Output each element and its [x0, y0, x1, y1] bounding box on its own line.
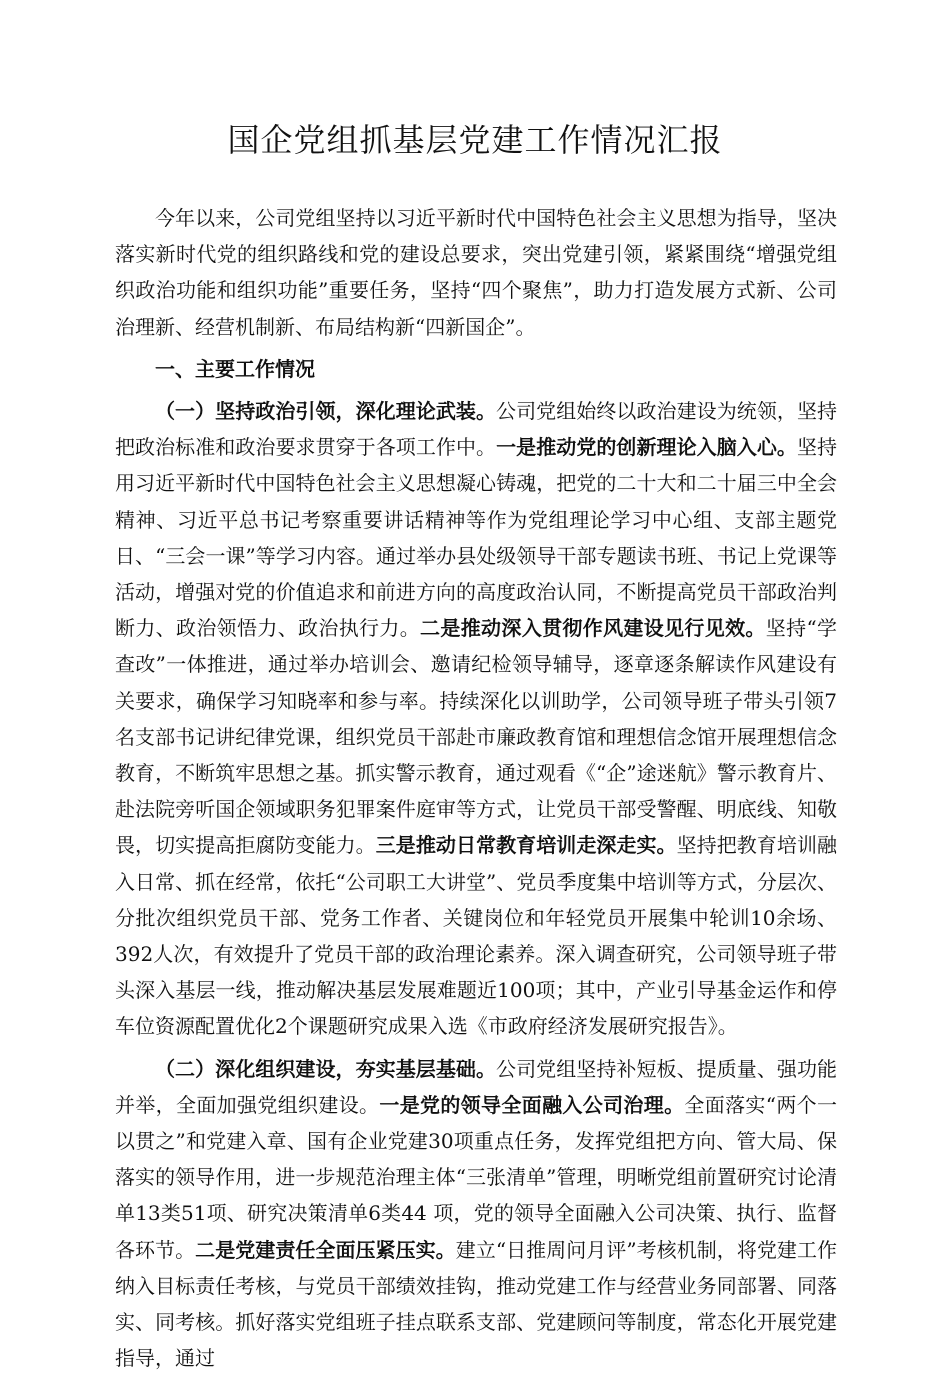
key-point: 三是推动日常教育培训走深走实。 — [375, 833, 677, 858]
subsection-heading: （二）深化组织建设，夯实基层基础。 — [155, 1056, 497, 1081]
paragraph-text: 公司党组始终以政治建设为统领，坚持把政治标准和政治要求贯穿于各项工作中。 — [115, 399, 838, 460]
subsection-heading: （一）坚持政治引领，深化理论武装。 — [155, 399, 497, 424]
paragraph-text: 坚持用习近平新时代中国特色社会主义思想凝心铸魂，把党的二十大和二十届三中全会精神、习近平总书记考察重要讲话精神等作为党组理论学习中心组、支部主题党日、“三会一课”等学习内容。通过举办县处级领导干部专题读书班、书记上党课等活动，增强对党的价值追求和前进方向的高度政治认同，不断提高党员干部政治判断力、政治领悟力、政治执行力。 — [115, 435, 838, 641]
document-body — [115, 200, 837, 1377]
paragraph-text: 全面落实“两个一以贯之”和党建入章、国有企业党建30项重点任务，发挥党组把方向、管大局、保落实的领导作用，进一步规范治理主体“三张清单”管理，明晰党组前置研究讨论清单13类51项、研究决策清单6类44 项，党的领导全面融入公司决策、执行、监督各环节。 — [115, 1092, 837, 1262]
paragraph-organization-building — [115, 1051, 837, 1377]
section-heading-main-work: 一、主要工作情况 — [155, 356, 315, 381]
document-title: 国企党组抓基层党建工作情况汇报 — [227, 121, 723, 159]
key-point: 一是党的领导全面融入公司治理。 — [379, 1092, 685, 1117]
paragraph-political-leadership — [115, 393, 837, 1045]
paragraph-text: 公司党组坚持补短板、提质量、强功能并举，全面加强党组织建设。 — [115, 1056, 838, 1117]
paragraph-text: 坚持“学查改”一体推进，通过举办培训会、邀请纪检领导辅导，逐章逐条解读作风建设有关要求，确保学习知晓率和参与率。持续深化以训助学，公司领导班子带头引领7名支部书记讲纪律党课，组织党员干部赴市廉政教育馆和理想信念馆开展理想信念教育，不断筑牢思想之基。抓实警示教育，通过观看《“企”途迷航》警示教育片、赴法院旁听国企领域职务犯罪案件庭审等方式，让党员干部受警醒、明底线、知敬畏，切实提高拒腐防变能力。 — [115, 616, 837, 858]
key-point: 二是推动深入贯彻作风建设见行见效。 — [420, 616, 766, 641]
key-point: 一是推动党的创新理论入脑入心。 — [496, 435, 797, 460]
paragraph-text: 坚持把教育培训融入日常、抓在经常，依托“公司职工大讲堂”、党员季度集中培训等方式，分层次、分批次组织党员干部、党务工作者、关键岗位和年轻党员开展集中轮训10余场、392人次，有效提升了党员干部的政治理论素养。深入调查研究，公司领导班子带头深入基层一线，推动解决基层发展难题近100项；其中，产业引导基金运作和停车位资源配置优化2个课题研究成果入选《市政府经济发展研究报告》。 — [115, 833, 838, 1039]
paragraph-text: 建立“日推周问月评”考核机制，将党建工作纳入目标责任考核，与党员干部绩效挂钩，推动党建工作与经营业务同部署、同落实、同考核。抓好落实党组班子挂点联系支部、党建顾问等制度，常态化开展党建指导，通过 — [115, 1237, 837, 1371]
intro-paragraph: 今年以来，公司党组坚持以习近平新时代中国特色社会主义思想为指导，坚决落实新时代党的组织路线和党的建设总要求，突出党建引领，紧紧围绕“增强党组织政治功能和组织功能”重要任务，坚持“四个聚焦”，助力打造发展方式新、公司治理新、经营机制新、布局结构新“四新国企”。 — [115, 206, 837, 339]
key-point: 二是党建责任全面压紧压实。 — [195, 1237, 456, 1262]
